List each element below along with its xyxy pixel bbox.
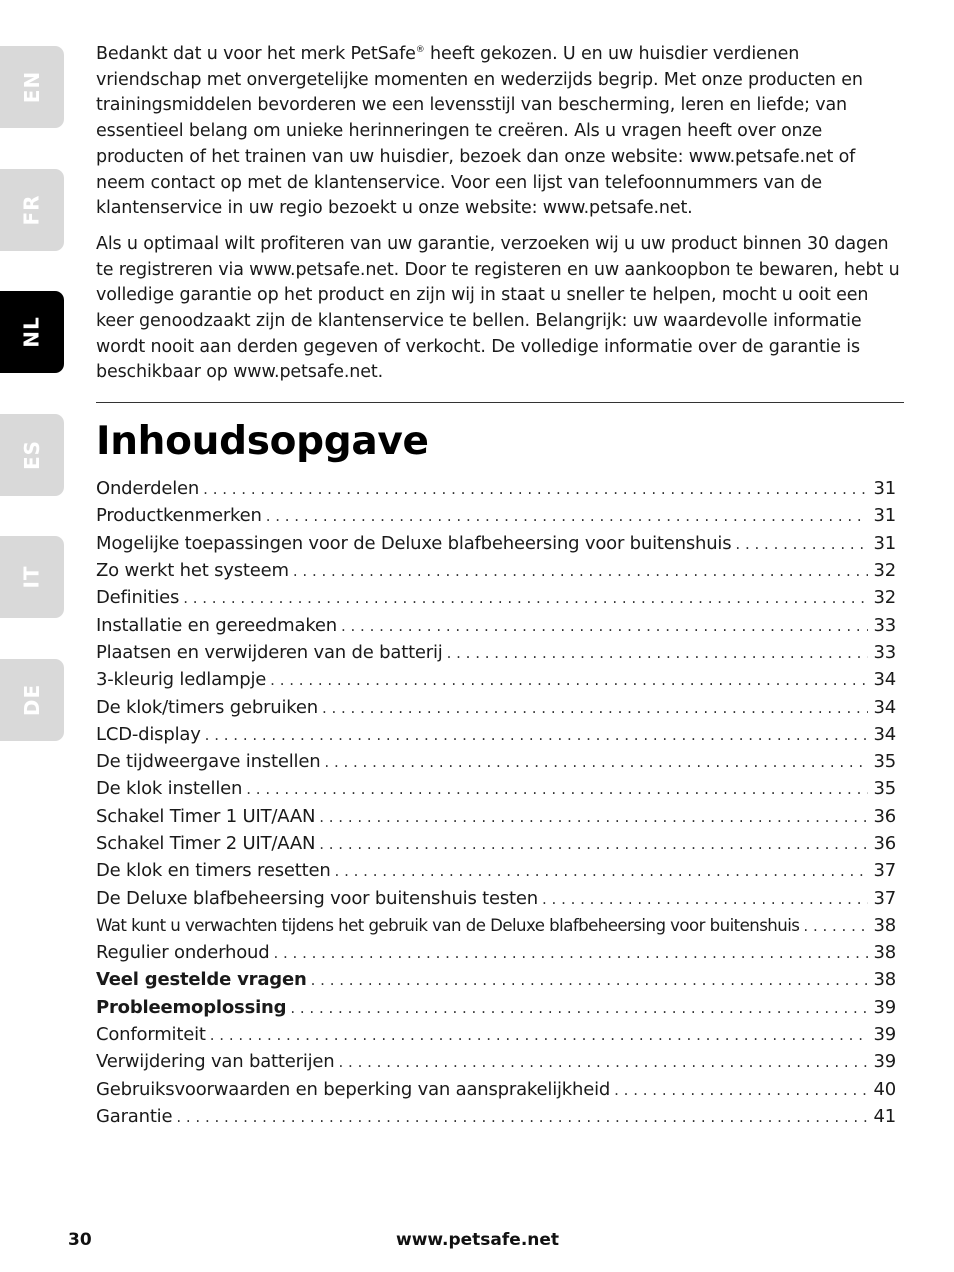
toc-entry[interactable] [96, 584, 904, 611]
toc-leader-dots [335, 858, 868, 885]
toc-entry-label: De tijdweergave instellen [96, 751, 321, 773]
toc-entry-label: Verwijdering van batterijen [96, 1051, 335, 1073]
tab-nl-label: NL [19, 316, 44, 348]
toc-entry-page: 34 [873, 696, 896, 718]
toc-leader-dots [183, 585, 868, 612]
tab-it[interactable] [0, 536, 64, 618]
page-number: 30 [68, 1230, 92, 1250]
toc-leader-dots [322, 695, 868, 722]
toc-entry-page: 34 [873, 669, 896, 691]
toc-leader-dots [290, 995, 868, 1022]
toc-entry-label: Zo werkt het systeem [96, 560, 289, 582]
toc-entry-label: Schakel Timer 2 UIT/AAN [96, 833, 316, 854]
toc-leader-dots [210, 1022, 868, 1049]
table-of-contents [96, 475, 904, 1130]
toc-leader-dots [176, 1104, 868, 1131]
toc-entry-label: 3-kleurig ledlampje [96, 669, 267, 691]
toc-entry-page: 31 [873, 532, 896, 554]
toc-entry-label: De klok/timers gebruiken [96, 696, 318, 718]
tab-fr-label: FR [20, 194, 44, 226]
tab-es[interactable] [0, 414, 64, 496]
toc-entry-page: 37 [873, 887, 896, 909]
toc-entry-label: Plaatsen en verwijderen van de batterij [96, 641, 443, 663]
intro-p1-start: Bedankt dat u voor het merk PetSafe [96, 44, 416, 64]
toc-entry-page: 38 [873, 969, 896, 991]
tab-es-label: ES [19, 439, 44, 471]
toc-entry-page: 32 [873, 587, 896, 609]
toc-leader-dots [614, 1077, 868, 1104]
toc-entry-page: 34 [873, 723, 896, 745]
toc-entry-label: Conformiteit [96, 1024, 206, 1046]
toc-entry-page: 31 [873, 505, 896, 527]
toc-leader-dots [319, 831, 868, 858]
toc-entry[interactable] [96, 994, 904, 1021]
toc-entry[interactable] [96, 775, 904, 802]
toc-entry-page: 36 [873, 805, 896, 827]
toc-entry-label: Productkenmerken [96, 505, 262, 527]
toc-entry[interactable] [96, 748, 904, 775]
toc-entry[interactable] [96, 803, 904, 830]
toc-entry-label: Definities [96, 587, 180, 609]
toc-entry[interactable] [96, 857, 904, 884]
toc-entry-page: 38 [873, 942, 896, 964]
toc-leader-dots [270, 667, 868, 694]
toc-entry[interactable] [96, 612, 904, 639]
toc-entry[interactable] [96, 966, 904, 993]
page-footer [68, 1230, 904, 1254]
toc-entry-label: Garantie [96, 1105, 173, 1127]
footer-url[interactable]: www.petsafe.net [396, 1230, 560, 1250]
toc-entry-label: Schakel Timer 1 UIT/AAN [96, 805, 316, 827]
toc-entry-label: Veel gestelde vragen [96, 969, 307, 991]
toc-entry[interactable] [96, 557, 904, 584]
toc-entry[interactable] [96, 1076, 904, 1103]
tab-de[interactable] [0, 659, 64, 741]
toc-leader-dots [447, 640, 868, 667]
toc-leader-dots [293, 558, 868, 585]
toc-entry-label: Gebruiksvoorwaarden en beperking van aansprakelijkheid [96, 1078, 611, 1100]
toc-entry[interactable] [96, 939, 904, 966]
toc-entry-page: 40 [873, 1078, 896, 1100]
toc-entry-label: Wat kunt u verwachten tijdens het gebruik van de Deluxe blafbeheersing voor buitenshuis [96, 915, 800, 935]
toc-leader-dots [246, 776, 868, 803]
toc-entry-page: 33 [873, 641, 896, 663]
tab-de-label: DE [19, 683, 44, 717]
toc-entry-label: De klok instellen [96, 778, 243, 800]
toc-entry[interactable] [96, 830, 904, 857]
registered-mark: ® [415, 45, 425, 56]
toc-leader-dots [203, 476, 868, 503]
toc-entry-page: 36 [873, 833, 896, 854]
page-content [96, 42, 904, 1146]
toc-entry-page: 39 [873, 1051, 896, 1073]
toc-entry[interactable] [96, 502, 904, 529]
toc-entry-page: 35 [873, 751, 896, 773]
toc-leader-dots [311, 967, 868, 994]
tab-en-label: EN [20, 70, 44, 104]
toc-entry[interactable] [96, 912, 904, 939]
toc-entry[interactable] [96, 1021, 904, 1048]
toc-entry-page: 31 [873, 478, 896, 500]
toc-entry-page: 39 [873, 996, 896, 1018]
toc-entry-page: 38 [873, 914, 896, 936]
toc-entry[interactable] [96, 639, 904, 666]
toc-leader-dots [324, 749, 868, 776]
toc-entry-label: De Deluxe blafbeheersing voor buitenshuis testen [96, 887, 538, 909]
toc-entry-label: De klok en timers resetten [96, 860, 331, 882]
tab-it-label: IT [20, 565, 44, 589]
toc-leader-dots [266, 503, 868, 530]
toc-leader-dots [319, 804, 868, 831]
intro-paragraph-1 [96, 42, 904, 222]
toc-entry-label: Probleemoplossing [96, 996, 287, 1018]
toc-entry-page: 32 [873, 560, 896, 582]
toc-entry[interactable] [96, 694, 904, 721]
intro-section [96, 42, 904, 386]
intro-paragraph-2: Als u optimaal wilt profiteren van uw garantie, verzoeken wij u uw product binnen 30 dagen te registreren via www.petsafe.net. Door te registeren en uw aankoopbon te bewaren, hebt u volledige garantie op het product en zijn wij in staat u sneller te helpen, mocht u ooit een keer genoodzaakt zijn de klantenservice te bellen. Belangrijk: uw waardevolle informatie wordt nooit aan derden gegeven of verkocht. De volledige informatie over de garantie is beschikbaar op www.petsafe.net. [96, 233, 900, 383]
toc-leader-dots [339, 1049, 868, 1076]
toc-entry[interactable] [96, 666, 904, 693]
toc-entry-label: Installatie en gereedmaken [96, 614, 337, 636]
toc-entry[interactable] [96, 475, 904, 502]
toc-entry-page: 35 [873, 778, 896, 800]
toc-entry-page: 37 [873, 860, 896, 882]
tab-nl[interactable] [0, 291, 64, 373]
toc-entry[interactable] [96, 1048, 904, 1075]
toc-leader-dots [803, 913, 868, 940]
toc-entry[interactable] [96, 721, 904, 748]
toc-entry-page: 33 [873, 614, 896, 636]
toc-entry-label: Onderdelen [96, 478, 200, 500]
toc-entry[interactable] [96, 885, 904, 912]
toc-entry[interactable] [96, 530, 904, 557]
toc-entry-page: 39 [873, 1024, 896, 1046]
toc-entry-label: Mogelijke toepassingen voor de Deluxe blafbeheersing voor buitenshuis [96, 532, 732, 554]
divider [96, 402, 904, 403]
toc-entry-page: 41 [873, 1105, 896, 1127]
toc-entry-label: LCD-display [96, 723, 201, 745]
intro-p1-rest: heeft gekozen. U en uw huisdier verdienen vriendschap met onvergetelijke momenten en wederzijds begrip. Met onze producten en trainingsmiddelen bevorderen we een levensstijl van bescherming, leren en liefde; van essentieel belang om unieke herinneringen te creëren. Als u vragen heeft over onze producten of het trainen van uw huisdier, bezoek dan onze website: www.petsafe.net of neem contact op met de klantenservice. Voor een lijst van telefoonnummers van de klantenservice in uw regio bezoekt u onze website: www.petsafe.net. [96, 44, 863, 219]
toc-leader-dots [205, 722, 868, 749]
tab-en[interactable] [0, 46, 64, 128]
toc-entry[interactable] [96, 1103, 904, 1130]
toc-leader-dots [341, 613, 868, 640]
tab-fr[interactable] [0, 169, 64, 251]
toc-leader-dots [273, 940, 868, 967]
toc-leader-dots [542, 886, 868, 913]
toc-leader-dots [735, 531, 868, 558]
language-tabs [0, 0, 64, 760]
toc-title: Inhoudsopgave [96, 419, 429, 465]
toc-entry-label: Regulier onderhoud [96, 942, 270, 964]
